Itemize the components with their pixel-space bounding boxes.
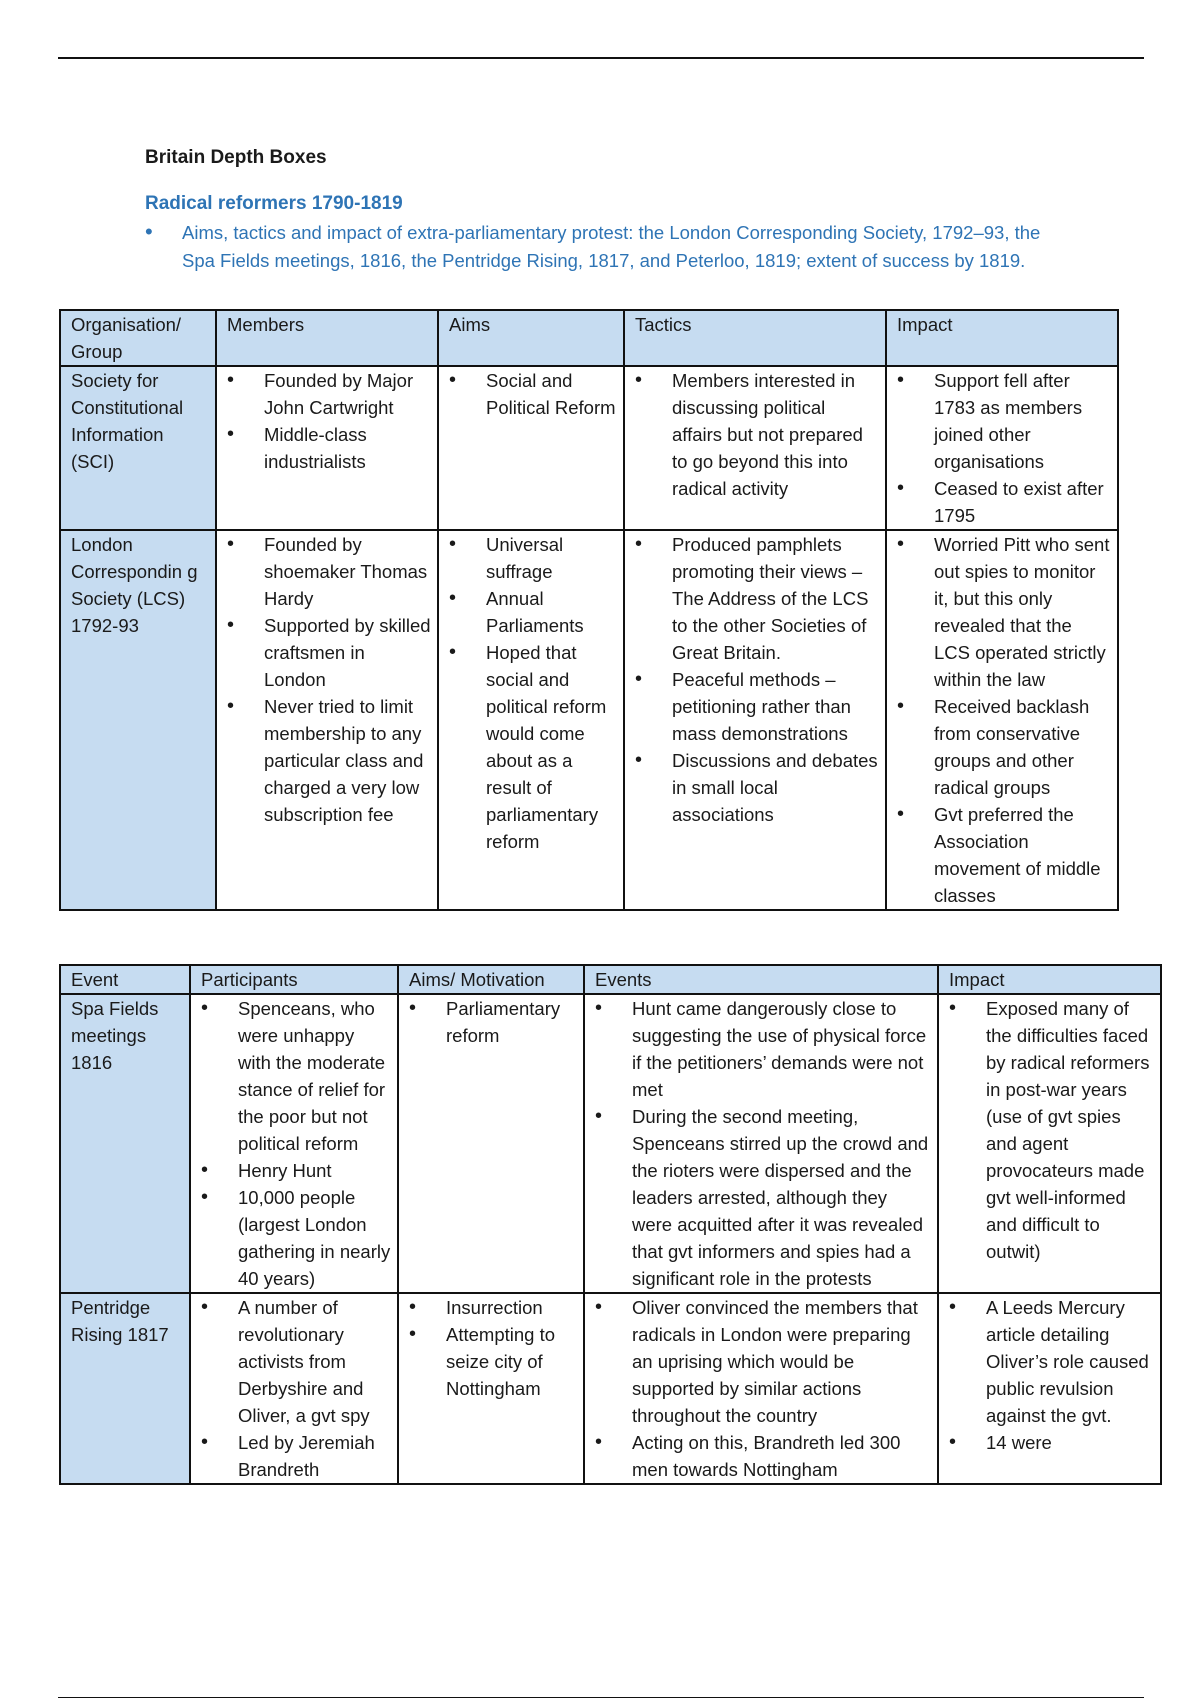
col-header: Aims [438,310,624,366]
organisations-table [59,309,1119,911]
list-item: • Led by Jeremiah Brandreth [201,1429,391,1483]
col-header: Tactics [624,310,886,366]
table-row [60,994,1161,1293]
events-cell [584,994,938,1293]
intro-bullet [145,219,1045,274]
list-item: • Members interested in discussing political affairs but not prepared to go beyond this into radical activity [635,367,879,502]
list-item: • Annual Parliaments [449,585,617,639]
table-row [60,366,1118,530]
list-item: • Ceased to exist after 1795 [897,475,1111,529]
participants-cell [190,1293,398,1484]
tactics-cell [624,366,886,530]
aims-cell [438,366,624,530]
list-item: • Insurrection [409,1294,577,1321]
list-item: • Exposed many of the difficulties faced by radical reformers in post-war years (use of gvt spies and agent provocateurs made gvt well-informed and difficult to outwit) [949,995,1154,1265]
row-header: Society for Constitutional Information (SCI) [60,366,216,530]
list-item: • Support fell after 1783 as members joined other organisations [897,367,1111,475]
list-item: • Hunt came dangerously close to suggesting the use of physical force if the petitioners’ demands were not met [595,995,931,1103]
list-item: • A Leeds Mercury article detailing Oliver’s role caused public revulsion against the gvt. [949,1294,1154,1429]
list-item: • Social and Political Reform [449,367,617,421]
table-row [60,530,1118,910]
row-header: Spa Fields meetings 1816 [60,994,190,1293]
list-item: • Attempting to seize city of Nottingham [409,1321,577,1402]
table-row [60,1293,1161,1484]
intro-text: Aims, tactics and impact of extra-parliamentary protest: the London Corresponding Society, 1792–93, the Spa Fields meetings, 1816, the Pentridge Rising, 1817, and Peterloo, 1819; extent of success by 1819. [182,222,1041,271]
list-item: • Gvt preferred the Association movement of middle classes [897,801,1111,909]
col-header: Participants [190,965,398,994]
events-cell [584,1293,938,1484]
list-item: • Supported by skilled craftsmen in London [227,612,431,693]
list-item: • During the second meeting, Spenceans stirred up the crowd and the rioters were dispersed and the leaders arrested, although they were acquitted after it was revealed that gvt informers and spies had a significant role in the protests [595,1103,931,1292]
events-table [59,964,1162,1485]
list-item: • Peaceful methods – petitioning rather than mass demonstrations [635,666,879,747]
impact-cell [938,1293,1161,1484]
footer-rule [58,1697,1144,1698]
list-item: • Henry Hunt [201,1157,391,1184]
aims-cell [398,1293,584,1484]
section-title: Radical reformers 1790-1819 [145,193,403,214]
impact-cell [938,994,1161,1293]
header-rule [58,57,1144,59]
list-item: • Oliver convinced the members that radicals in London were preparing an uprising which would be supported by similar actions throughout the country [595,1294,931,1429]
col-header: Members [216,310,438,366]
list-item: • Spenceans, who were unhappy with the moderate stance of relief for the poor but not political reform [201,995,391,1157]
aims-cell [398,994,584,1293]
table-header-row [60,965,1161,994]
list-item: • Middle-class industrialists [227,421,431,475]
list-item: • Hoped that social and political reform would come about as a result of parliamentary reform [449,639,617,855]
list-item: • Parliamentary reform [409,995,577,1049]
col-header: Events [584,965,938,994]
impact-cell [886,530,1118,910]
list-item: • Founded by Major John Cartwright [227,367,431,421]
row-header: London Correspondin g Society (LCS) 1792-93 [60,530,216,910]
row-header: Pentridge Rising 1817 [60,1293,190,1484]
list-item: • Founded by shoemaker Thomas Hardy [227,531,431,612]
col-header: Event [60,965,190,994]
members-cell [216,530,438,910]
list-item: • A number of revolutionary activists from Derbyshire and Oliver, a gvt spy [201,1294,391,1429]
list-item: • Acting on this, Brandreth led 300 men towards Nottingham [595,1429,931,1483]
table-header-row [60,310,1118,366]
list-item: • Discussions and debates in small local associations [635,747,879,828]
col-header: Impact [938,965,1161,994]
list-item: • Never tried to limit membership to any particular class and charged a very low subscription fee [227,693,431,828]
list-item: • Received backlash from conservative groups and other radical groups [897,693,1111,801]
participants-cell [190,994,398,1293]
list-item: • Produced pamphlets promoting their views – The Address of the LCS to the other Societies of Great Britain. [635,531,879,666]
col-header: Impact [886,310,1118,366]
tactics-cell [624,530,886,910]
bullet-icon: • [145,219,153,244]
list-item: • 14 were [949,1429,1154,1456]
list-item: • Universal suffrage [449,531,617,585]
col-header: Organisation/ Group [60,310,216,366]
document-title: Britain Depth Boxes [145,147,327,168]
list-item: • Worried Pitt who sent out spies to monitor it, but this only revealed that the LCS operated strictly within the law [897,531,1111,693]
impact-cell [886,366,1118,530]
col-header: Aims/ Motivation [398,965,584,994]
members-cell [216,366,438,530]
aims-cell [438,530,624,910]
list-item: • 10,000 people (largest London gathering in nearly 40 years) [201,1184,391,1292]
